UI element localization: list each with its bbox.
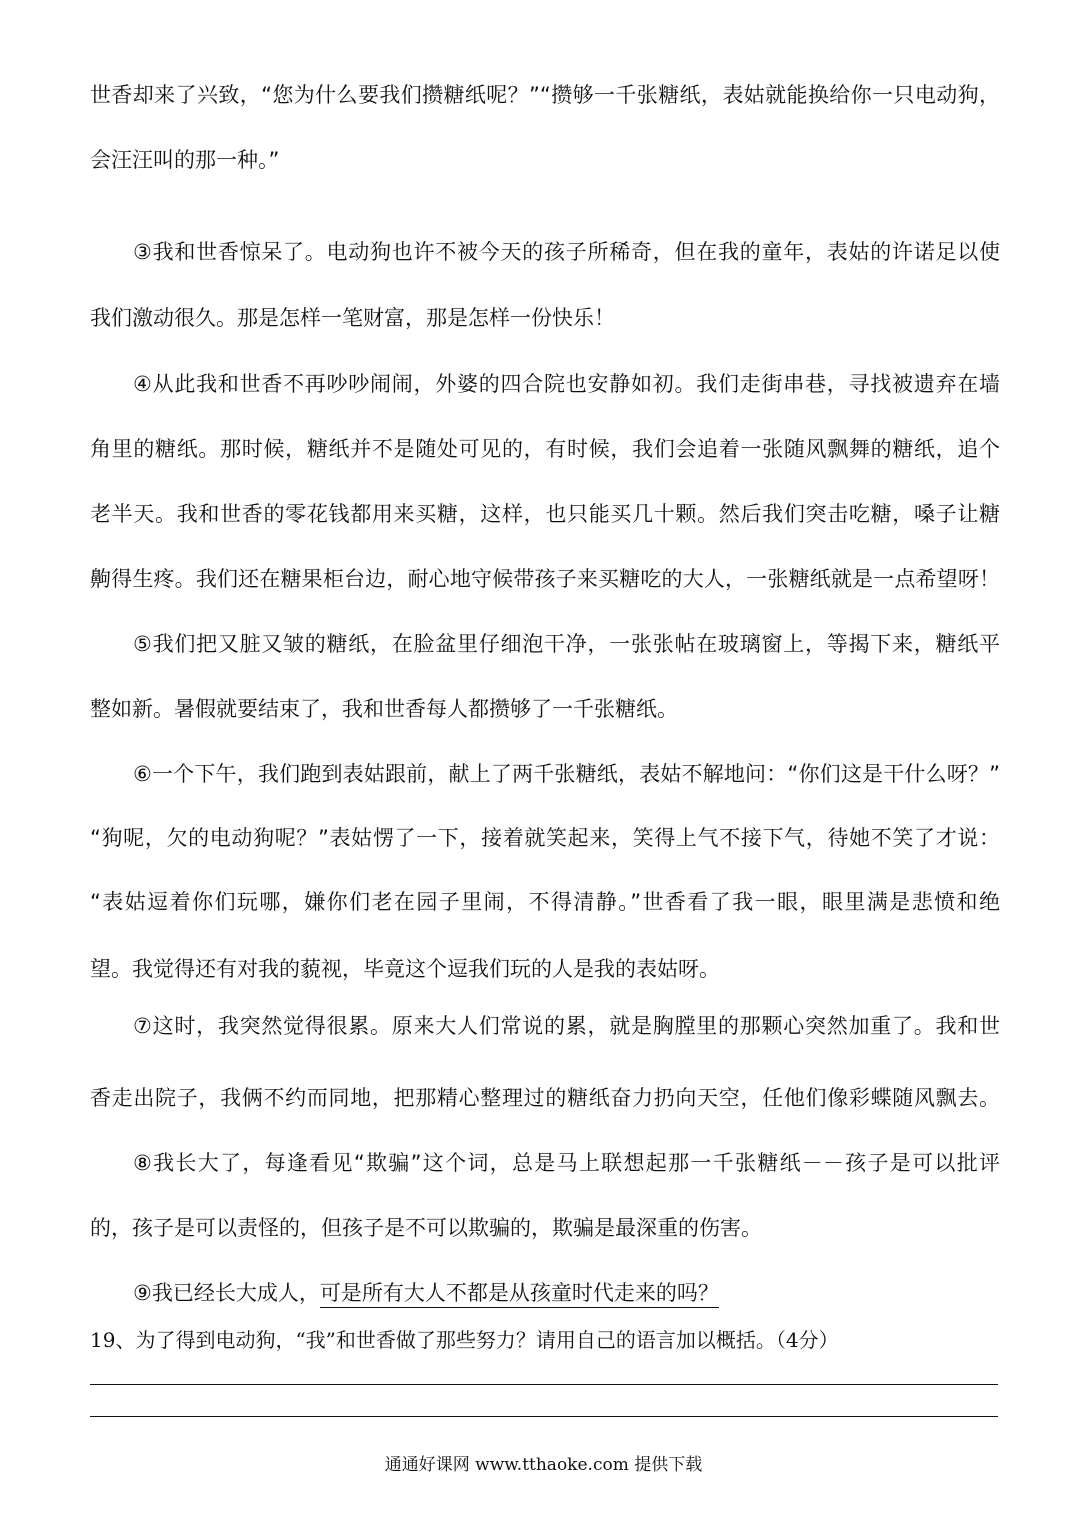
paragraph-8-line-1: ⑧我长大了，每逢看见“欺骗”这个词，总是马上联想起那一千张糖纸－－孩子是可以批评 — [133, 1151, 1000, 1175]
paragraph-3-line-2: 我们激动很久。那是怎样一笔财富，那是怎样一份快乐！ — [90, 306, 615, 330]
paragraph-4-line-1: ④从此我和世香不再吵吵闹闹，外婆的四合院也安静如初。我们走街串巷，寻找被遗弃在墙 — [133, 372, 1000, 396]
paragraph-9-prefix: ⑨我已经长大成人， — [133, 1281, 320, 1305]
paragraph-4-line-4: 齁得生疼。我们还在糖果柜台边，耐心地守候带孩子来买糖吃的大人，一张糖纸就是一点希望呀！ — [90, 567, 1000, 591]
answer-line-1[interactable] — [90, 1384, 998, 1385]
paragraph-6-line-3: “表姑逗着你们玩哪，嫌你们老在园子里闹，不得清静。”世香看了我一眼，眼里满是悲愤和绝 — [90, 890, 1000, 914]
paragraph-9-underlined-sentence: 可是所有大人不都是从孩童时代走来的吗？ — [320, 1281, 719, 1308]
paragraph-6-line-1: ⑥一个下午，我们跑到表姑跟前，献上了两千张糖纸，表姑不解地问：“你们这是干什么呀？” — [133, 762, 1000, 786]
paragraph-7-line-1: ⑦这时，我突然觉得很累。原来大人们常说的累，就是胸膛里的那颗心突然加重了。我和世 — [133, 1014, 1000, 1038]
paragraph-7-line-2: 香走出院子，我俩不约而同地，把那精心整理过的糖纸奋力扔向天空，任他们像彩蝶随风飘去。 — [90, 1086, 1000, 1110]
paragraph-5-line-1: ⑤我们把又脏又皱的糖纸，在脸盆里仔细泡干净，一张张帖在玻璃窗上，等揭下来，糖纸平 — [133, 632, 1000, 656]
paragraph-2-line-2: 会汪汪叫的那一种。” — [90, 148, 280, 172]
paragraph-6-line-4: 望。我觉得还有对我的藐视，毕竟这个逗我们玩的人是我的表姑呀。 — [90, 957, 720, 981]
paragraph-8-line-2: 的，孩子是可以责怪的，但孩子是不可以欺骗的，欺骗是最深重的伤害。 — [90, 1216, 762, 1240]
page-footer: 通通好课网 www.tthaoke.com 提供下载 — [384, 1455, 703, 1475]
paragraph-4-line-2: 角里的糖纸。那时候，糖纸并不是随处可见的，有时候，我们会追着一张随风飘舞的糖纸，追个 — [90, 437, 1000, 461]
answer-line-2[interactable] — [90, 1416, 998, 1417]
paragraph-4-line-3: 老半天。我和世香的零花钱都用来买糖，这样，也只能买几十颗。然后我们突击吃糖，嗓子让糖 — [90, 502, 1000, 526]
paragraph-3-line-1: ③我和世香惊呆了。电动狗也许不被今天的孩子所稀奇，但在我的童年，表姑的许诺足以使 — [133, 240, 1000, 264]
paragraph-9 — [133, 1278, 1000, 1308]
question-19: 19、为了得到电动狗，“我”和世香做了那些努力？请用自己的语言加以概括。（4分） — [90, 1328, 839, 1352]
paragraph-6-line-2: “狗呢，欠的电动狗呢？”表姑愣了一下，接着就笑起来，笑得上气不接下气，待她不笑了才说： — [90, 826, 1000, 850]
paragraph-2-line-1: 世香却来了兴致，“您为什么要我们攒糖纸呢？”“攒够一千张糖纸，表姑就能换给你一只电动狗， — [90, 83, 1000, 107]
paragraph-5-line-2: 整如新。暑假就要结束了，我和世香每人都攒够了一千张糖纸。 — [90, 697, 678, 721]
